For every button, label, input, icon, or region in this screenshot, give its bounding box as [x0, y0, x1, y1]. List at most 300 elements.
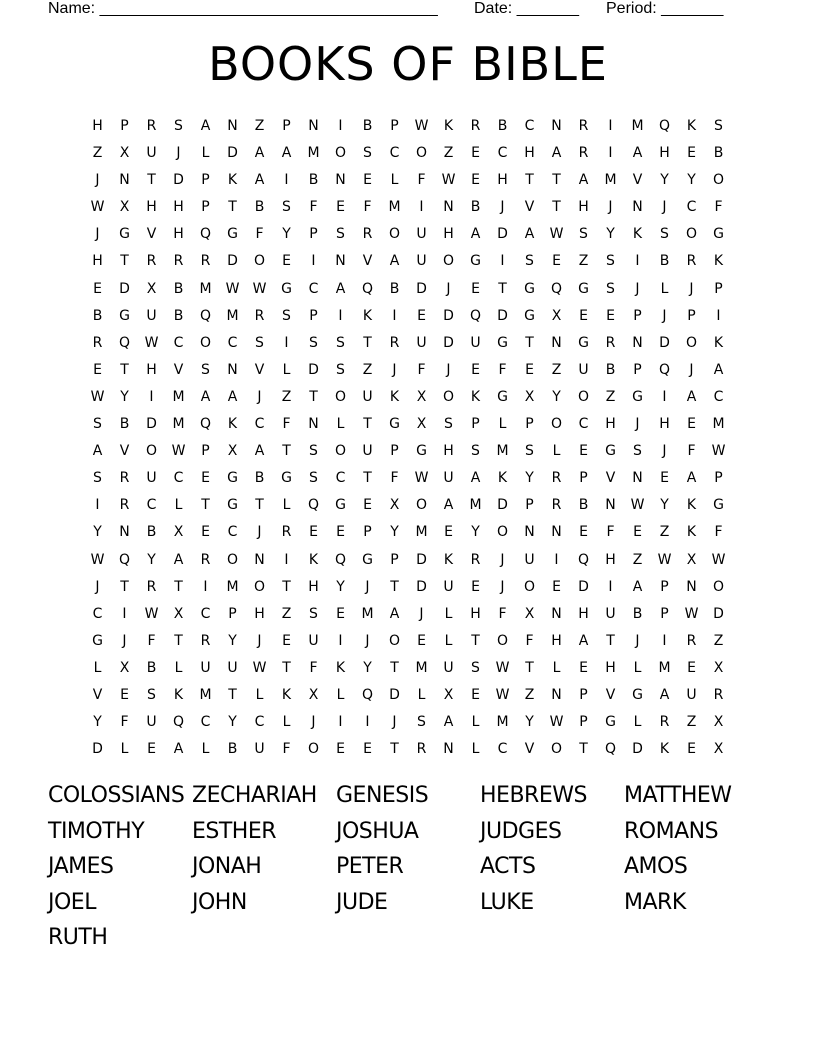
grid-letter: P: [579, 714, 588, 731]
grid-letter: Y: [471, 524, 480, 541]
grid-letter: D: [146, 416, 157, 433]
grid-letter: X: [713, 714, 724, 731]
grid-letter: G: [281, 470, 292, 487]
grid-letter: Y: [228, 632, 237, 649]
grid-letter: J: [392, 714, 397, 731]
grid-letter: U: [416, 253, 427, 270]
grid-letter: M: [415, 659, 428, 676]
grid-letter: Q: [361, 280, 374, 297]
grid-letter: U: [146, 307, 157, 324]
grid-letter: L: [444, 632, 453, 649]
grid-letter: S: [201, 361, 210, 378]
grid-letter: A: [389, 253, 400, 270]
grid-letter: S: [309, 443, 318, 460]
grid-letter: G: [227, 497, 238, 514]
grid-letter: Y: [390, 524, 399, 541]
grid-letter: K: [443, 551, 454, 568]
grid-letter: N: [632, 334, 643, 351]
word-bank-item: RUTH: [48, 925, 108, 950]
grid-letter: S: [336, 334, 345, 351]
word-bank-item: JUDGES: [480, 818, 562, 844]
grid-letter: J: [311, 714, 316, 731]
grid-letter: I: [554, 551, 559, 568]
grid-letter: W: [711, 443, 726, 460]
grid-letter: O: [334, 443, 347, 460]
word-bank-item: MATTHEW: [624, 783, 732, 808]
grid-letter: E: [444, 524, 453, 541]
grid-letter: E: [417, 307, 426, 324]
grid-letter: K: [497, 470, 508, 487]
grid-letter: M: [226, 307, 239, 324]
grid-letter: E: [120, 686, 129, 703]
grid-letter: I: [284, 551, 289, 568]
grid-letter: B: [254, 470, 265, 487]
grid-letter: T: [390, 659, 399, 676]
grid-letter: O: [712, 172, 725, 189]
grid-letter: J: [662, 199, 667, 216]
grid-letter: T: [579, 741, 588, 758]
grid-letter: H: [470, 605, 481, 622]
grid-letter: O: [496, 632, 509, 649]
word-bank-item: JOSHUA: [336, 818, 419, 844]
grid-letter: V: [254, 361, 265, 378]
grid-letter: W: [252, 280, 267, 297]
grid-letter: U: [362, 443, 373, 460]
grid-letter: P: [201, 199, 210, 216]
grid-letter: L: [174, 497, 183, 514]
grid-letter: L: [633, 659, 642, 676]
grid-letter: T: [174, 578, 183, 595]
grid-letter: J: [446, 361, 451, 378]
grid-letter: E: [552, 578, 561, 595]
grid-letter: L: [552, 659, 561, 676]
grid-letter: L: [336, 416, 345, 433]
word-bank-item: AMOS: [624, 854, 688, 879]
grid-letter: V: [146, 226, 157, 243]
grid-letter: D: [92, 741, 103, 758]
grid-letter: M: [199, 686, 212, 703]
grid-letter: E: [282, 632, 291, 649]
grid-letter: Q: [361, 686, 374, 703]
period-field-label: Period: _______: [606, 0, 724, 17]
grid-letter: U: [308, 632, 319, 649]
grid-letter: H: [254, 605, 265, 622]
grid-letter: S: [444, 416, 453, 433]
grid-letter: O: [442, 253, 455, 270]
grid-letter: B: [92, 307, 103, 324]
grid-letter: O: [334, 388, 347, 405]
grid-letter: P: [714, 470, 723, 487]
grid-letter: Q: [199, 226, 212, 243]
grid-letter: Y: [93, 714, 102, 731]
grid-letter: M: [658, 659, 671, 676]
grid-letter: H: [578, 605, 589, 622]
grid-letter: C: [524, 118, 535, 134]
grid-letter: C: [227, 524, 238, 541]
grid-letter: H: [605, 659, 616, 676]
grid-letter: I: [662, 388, 667, 405]
grid-letter: O: [226, 551, 239, 568]
grid-letter: P: [309, 307, 318, 324]
grid-letter: Z: [713, 632, 724, 649]
grid-letter: A: [686, 470, 697, 487]
grid-letter: D: [497, 497, 508, 514]
grid-letter: B: [632, 605, 643, 622]
word-bank-item: ACTS: [480, 854, 536, 879]
grid-letter: O: [199, 334, 212, 351]
grid-letter: S: [282, 307, 291, 324]
grid-letter: F: [417, 172, 426, 189]
grid-letter: I: [284, 334, 289, 351]
grid-letter: J: [95, 172, 100, 189]
grid-letter: W: [414, 470, 429, 487]
grid-letter: S: [309, 334, 318, 351]
grid-letter: V: [524, 199, 535, 216]
grid-letter: Y: [525, 714, 534, 731]
grid-letter: L: [336, 686, 345, 703]
grid-letter: C: [578, 416, 589, 433]
grid-letter: R: [551, 497, 562, 514]
grid-letter: X: [389, 497, 400, 514]
grid-letter: V: [173, 361, 184, 378]
grid-letter: B: [470, 199, 481, 216]
grid-letter: S: [633, 443, 642, 460]
grid-letter: G: [119, 307, 130, 324]
grid-letter: X: [686, 551, 697, 568]
grid-letter: A: [254, 172, 265, 189]
grid-letter: I: [500, 253, 505, 270]
grid-letter: M: [469, 497, 482, 514]
grid-letter: T: [390, 741, 399, 758]
grid-letter: Z: [254, 118, 265, 134]
grid-letter: M: [388, 199, 401, 216]
grid-letter: I: [95, 497, 100, 514]
grid-letter: Z: [605, 388, 616, 405]
grid-letter: B: [713, 145, 724, 162]
grid-letter: E: [363, 497, 372, 514]
grid-letter: T: [498, 280, 507, 297]
grid-letter: F: [255, 226, 264, 243]
grid-letter: O: [685, 226, 698, 243]
grid-letter: G: [362, 551, 373, 568]
grid-letter: A: [659, 686, 670, 703]
grid-letter: J: [365, 578, 370, 595]
grid-letter: L: [174, 659, 183, 676]
grid-letter: V: [92, 686, 103, 703]
grid-letter: L: [498, 416, 507, 433]
grid-letter: K: [686, 118, 697, 134]
grid-letter: D: [632, 741, 643, 758]
grid-letter: X: [524, 388, 535, 405]
grid-letter: T: [363, 416, 372, 433]
grid-letter: G: [578, 334, 589, 351]
grid-letter: K: [443, 118, 454, 134]
grid-letter: E: [471, 361, 480, 378]
grid-letter: J: [500, 578, 505, 595]
grid-letter: O: [442, 388, 455, 405]
grid-letter: W: [495, 686, 510, 703]
grid-letter: L: [282, 361, 291, 378]
grid-letter: W: [90, 551, 105, 568]
grid-letter: A: [335, 280, 346, 297]
grid-letter: O: [496, 524, 509, 541]
grid-letter: O: [550, 416, 563, 433]
grid-letter: L: [552, 443, 561, 460]
grid-letter: D: [389, 686, 400, 703]
grid-letter: M: [199, 280, 212, 297]
grid-letter: N: [119, 172, 130, 189]
grid-letter: P: [201, 443, 210, 460]
word-bank-item: JONAH: [192, 854, 262, 879]
word-bank-item: ESTHER: [192, 818, 277, 844]
grid-letter: Y: [228, 714, 237, 731]
grid-letter: E: [336, 741, 345, 758]
grid-letter: T: [201, 497, 210, 514]
grid-letter: J: [419, 605, 424, 622]
grid-letter: T: [120, 253, 129, 270]
grid-letter: T: [525, 659, 534, 676]
grid-letter: D: [713, 605, 724, 622]
grid-letter: L: [255, 686, 264, 703]
grid-letter: A: [200, 118, 211, 134]
grid-letter: B: [146, 659, 157, 676]
grid-letter: S: [336, 226, 345, 243]
grid-letter: R: [416, 741, 427, 758]
grid-letter: D: [659, 334, 670, 351]
grid-letter: M: [496, 714, 509, 731]
grid-letter: B: [362, 118, 373, 134]
grid-letter: A: [632, 145, 643, 162]
grid-letter: P: [525, 416, 534, 433]
grid-letter: N: [335, 172, 346, 189]
grid-letter: P: [201, 172, 210, 189]
grid-letter: J: [689, 361, 694, 378]
grid-letter: Z: [578, 253, 589, 270]
grid-letter: X: [173, 524, 184, 541]
grid-letter: D: [173, 172, 184, 189]
grid-letter: T: [552, 172, 561, 189]
grid-letter: S: [525, 253, 534, 270]
grid-letter: C: [308, 280, 319, 297]
grid-letter: S: [606, 280, 615, 297]
grid-letter: N: [308, 118, 319, 134]
grid-letter: L: [660, 280, 669, 297]
grid-letter: I: [338, 307, 343, 324]
grid-letter: P: [660, 605, 669, 622]
grid-letter: C: [713, 388, 724, 405]
grid-letter: Z: [362, 361, 373, 378]
grid-letter: K: [308, 551, 319, 568]
grid-letter: G: [632, 686, 643, 703]
grid-letter: T: [282, 578, 291, 595]
grid-letter: T: [525, 172, 534, 189]
grid-letter: Q: [577, 551, 590, 568]
grid-letter: P: [525, 497, 534, 514]
grid-letter: S: [525, 443, 534, 460]
grid-letter: G: [281, 280, 292, 297]
grid-letter: L: [282, 497, 291, 514]
grid-letter: M: [226, 578, 239, 595]
grid-letter: E: [201, 470, 210, 487]
grid-letter: U: [605, 605, 616, 622]
grid-letter: F: [714, 524, 723, 541]
grid-letter: O: [253, 578, 266, 595]
grid-letter: I: [122, 605, 127, 622]
grid-letter: M: [307, 145, 320, 162]
grid-letter: N: [524, 524, 535, 541]
grid-letter: U: [578, 361, 589, 378]
grid-letter: Y: [93, 524, 102, 541]
grid-letter: H: [443, 443, 454, 460]
grid-letter: S: [714, 118, 723, 134]
grid-letter: Q: [550, 280, 563, 297]
grid-letter: T: [228, 199, 237, 216]
grid-letter: R: [200, 632, 211, 649]
grid-letter: U: [524, 551, 535, 568]
grid-letter: A: [254, 145, 265, 162]
grid-letter: O: [577, 388, 590, 405]
grid-letter: L: [633, 714, 642, 731]
grid-letter: K: [632, 226, 643, 243]
grid-letter: Q: [658, 361, 671, 378]
grid-letter: T: [147, 172, 156, 189]
grid-letter: G: [524, 280, 535, 297]
grid-letter: W: [711, 551, 726, 568]
grid-letter: G: [92, 632, 103, 649]
grid-letter: M: [496, 443, 509, 460]
grid-letter: J: [635, 416, 640, 433]
grid-letter: J: [500, 199, 505, 216]
grid-letter: W: [171, 443, 186, 460]
grid-letter: U: [227, 659, 238, 676]
grid-letter: Z: [551, 361, 562, 378]
word-bank-item: ZECHARIAH: [192, 783, 317, 808]
grid-letter: N: [443, 741, 454, 758]
grid-letter: X: [227, 443, 238, 460]
grid-letter: K: [335, 659, 346, 676]
grid-letter: R: [470, 551, 481, 568]
word-bank-item: COLOSSIANS: [48, 783, 185, 808]
grid-letter: Q: [334, 551, 347, 568]
grid-letter: I: [338, 632, 343, 649]
grid-letter: J: [662, 443, 667, 460]
grid-letter: O: [388, 226, 401, 243]
grid-letter: C: [200, 605, 211, 622]
grid-letter: M: [631, 118, 644, 134]
grid-letter: S: [660, 226, 669, 243]
grid-letter: Q: [199, 307, 212, 324]
grid-letter: R: [686, 632, 697, 649]
grid-letter: P: [363, 524, 372, 541]
grid-letter: V: [362, 253, 373, 270]
grid-letter: S: [579, 226, 588, 243]
grid-letter: T: [120, 361, 129, 378]
grid-letter: X: [551, 307, 562, 324]
grid-letter: O: [253, 253, 266, 270]
grid-letter: W: [90, 199, 105, 216]
word-bank-item: JOEL: [48, 889, 96, 915]
grid-letter: F: [363, 199, 372, 216]
grid-letter: G: [524, 307, 535, 324]
word-bank-item: PETER: [336, 854, 404, 879]
grid-letter: O: [712, 578, 725, 595]
grid-letter: G: [119, 226, 130, 243]
grid-letter: S: [309, 470, 318, 487]
grid-letter: J: [257, 632, 262, 649]
grid-letter: Y: [552, 388, 561, 405]
grid-letter: E: [147, 741, 156, 758]
grid-letter: P: [579, 686, 588, 703]
grid-letter: Q: [658, 118, 671, 134]
grid-letter: Y: [687, 172, 696, 189]
grid-letter: T: [552, 199, 561, 216]
grid-letter: Y: [606, 226, 615, 243]
grid-letter: F: [282, 741, 291, 758]
grid-letter: W: [225, 280, 240, 297]
grid-letter: R: [362, 226, 373, 243]
grid-letter: B: [146, 524, 157, 541]
grid-letter: D: [443, 334, 454, 351]
grid-letter: A: [524, 226, 535, 243]
grid-letter: S: [309, 605, 318, 622]
grid-letter: N: [632, 199, 643, 216]
grid-letter: G: [389, 416, 400, 433]
grid-letter: E: [417, 632, 426, 649]
word-bank-item: ROMANS: [624, 818, 719, 844]
grid-letter: U: [443, 578, 454, 595]
grid-letter: Y: [660, 172, 669, 189]
grid-letter: S: [93, 470, 102, 487]
grid-letter: E: [336, 199, 345, 216]
grid-letter: P: [633, 307, 642, 324]
grid-letter: B: [254, 199, 265, 216]
grid-letter: Y: [525, 470, 534, 487]
grid-letter: P: [390, 443, 399, 460]
grid-letter: P: [282, 118, 291, 134]
grid-letter: R: [173, 253, 184, 270]
grid-letter: A: [470, 470, 481, 487]
grid-letter: P: [687, 307, 696, 324]
grid-letter: O: [685, 334, 698, 351]
grid-letter: O: [145, 443, 158, 460]
grid-letter: R: [686, 253, 697, 270]
grid-letter: T: [309, 388, 318, 405]
grid-letter: C: [254, 416, 265, 433]
word-bank-item: JAMES: [48, 854, 114, 879]
page-title: BOOKS OF BIBLE: [208, 37, 608, 91]
grid-letter: A: [281, 145, 292, 162]
grid-letter: U: [254, 741, 265, 758]
grid-letter: J: [257, 524, 262, 541]
grid-letter: O: [523, 578, 536, 595]
grid-letter: E: [471, 578, 480, 595]
grid-letter: I: [608, 118, 613, 134]
grid-letter: C: [92, 605, 103, 622]
grid-letter: C: [227, 334, 238, 351]
grid-letter: H: [92, 253, 103, 270]
grid-letter: E: [471, 172, 480, 189]
grid-letter: J: [635, 632, 640, 649]
grid-letter: E: [687, 659, 696, 676]
grid-letter: U: [416, 226, 427, 243]
grid-letter: G: [227, 470, 238, 487]
grid-letter: W: [630, 497, 645, 514]
grid-letter: Z: [92, 145, 103, 162]
grid-letter: H: [551, 632, 562, 649]
grid-letter: E: [336, 605, 345, 622]
grid-letter: I: [716, 307, 721, 324]
grid-letter: R: [281, 524, 292, 541]
